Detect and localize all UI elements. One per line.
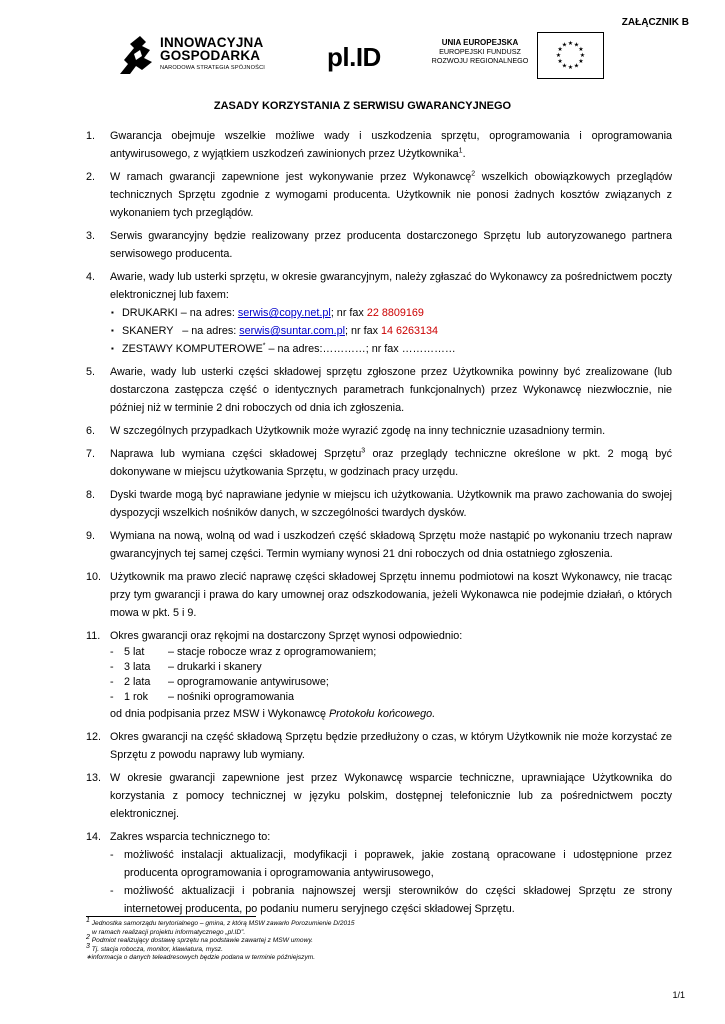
annex-label: ZAŁĄCZNIK B <box>621 17 689 28</box>
email-link-suntar[interactable]: serwis@suntar.com.pl <box>239 325 345 337</box>
rule-12: 12. Okres gwarancji na część składową Sprzętu będzie przedłużony o czas, w którym Użytkownik nie może korzystać ze Sprzętu z powodu naprawy lub wymiany. <box>86 731 672 761</box>
footnote-1-cont: w ramach realizacji projektu informatycznego „pl.ID”. <box>92 928 246 936</box>
rule-7: 7. Naprawa lub wymiana części składowej Sprzętu$^3$ oraz przeglądy techniczne określone w pkt. 2 mogą być dokonywane w miejscu użytkowania Sprzętu, w godzinach pracy urzędu. <box>86 447 672 478</box>
rules-list <box>86 127 672 923</box>
svg-text:★: ★ <box>555 52 562 59</box>
contact-list <box>110 304 672 358</box>
support-scope-list <box>110 846 672 918</box>
warranty-periods <box>110 645 672 705</box>
svg-text:★: ★ <box>579 52 586 59</box>
support-updates: - możliwość instalacji aktualizacji, modyfikacji i poprawek, jakie zostaną opracowane i udostępnione przez producenta oprogramowania i oprogramowania antywirusowego, <box>110 849 672 879</box>
svg-text:★: ★ <box>573 62 580 70</box>
svg-text:★: ★ <box>578 46 584 53</box>
footnote-4: ∗informacja o danych teleadresowych będzie podana w terminie późniejszym. <box>86 954 316 962</box>
rule-5: 5. Awarie, wady lub usterki części składowej sprzętu zgłoszone przez Użytkownika powinny być zrealizowane (lub dostarczona zastępcza część o identycznych parametrach funkcjonalnych) przez Wykonawcę niezwłocznie, nie później niż w terminie 2 dni roboczych od dnia ich zgłoszenia. <box>86 366 672 414</box>
eu-fund-text: UNIA EUROPEJSKA EUROPEJSKI FUNDUSZ ROZWOJU REGIONALNEGO <box>431 38 529 65</box>
svg-text:★: ★ <box>561 62 568 70</box>
period-3-years: - 3 lata – drukarki i skanery <box>110 661 262 673</box>
ig-subtitle: NARODOWA STRATEGIA SPÓJNOŚCI <box>160 65 266 71</box>
warranty-start: od dnia podpisania przez MSW i Wykonawcę Protokołu końcowego. <box>110 708 436 720</box>
header-logos <box>0 30 725 80</box>
contact-drukarki: ▪ DRUKARKI – na adres: serwis@copy.net.pl; nr fax 22 8809169 <box>110 304 672 322</box>
rule-13: 13. W okresie gwarancji zapewnione jest przez Wykonawcę wsparcie techniczne, uprawniające Użytkownika do korzystania z pomocy technicznej w języku polskim, dostępnej telefonicznie lub za pośrednictwem poczty elektronicznej. <box>86 772 672 820</box>
rule-2: 2. W ramach gwarancji zapewnione jest wykonywanie przez Wykonawcę$^2$ wszelkich obowiązkowych przeglądów technicznych Sprzętu zgodnie z wymogami producenta. Użytkownik nie ponosi żadnych kosztów związanych z wykonaniem tych przeglądów. <box>86 170 673 219</box>
period-2-years: - 2 lata – oprogramowanie antywirusowe; <box>110 676 329 688</box>
innowacyjna-gospodarka-logo <box>118 30 266 83</box>
svg-text:★: ★ <box>557 58 563 65</box>
contact-skanery: ▪ SKANERY – na adres: serwis@suntar.com.pl; nr fax 14 6263134 <box>110 322 672 340</box>
period-1-year: - 1 rok – nośniki oprogramowania <box>110 691 295 703</box>
rule-1: 1. Gwarancja obejmuje wszelkie możliwe wady i uszkodzenia sprzętu, oprogramowania i oprogramowania antywirusowego, z wyjątkiem uszkodzeń zawinionych przez Użytkownika$^1$. <box>86 130 672 160</box>
svg-text:★: ★ <box>567 64 574 71</box>
period-5-years: - 5 lat – stacje robocze wraz z oprogramowaniem; <box>110 646 377 658</box>
rule-9: 9. Wymiana na nową, wolną od wad i uszkodzeń część składową Sprzętu może nastąpić po wykonaniu trzech napraw gwarancyjnych tej samej części. Termin wymiany wynosi 21 dni roboczych od dnia ostatniego zgłoszenia. <box>86 530 672 560</box>
rule-14: 14. Zakres wsparcia technicznego to: - możliwość instalacji aktualizacji, modyfikacji i poprawek, jakie zostaną opracowane i udostępnione przez producenta oprogramowania i oprogramowania antywirusowego, - możliwość aktualizacji i pobrania najnowszej wersji sterowników do części składowej Sprzętu ze strony internetowej producenta, po podaniu numeru seryjnego części składowej Sprzętu. <box>86 828 672 918</box>
contact-zestawy: ▪ ZESTAWY KOMPUTEROWE* – na adres:…………; nr fax …………… <box>110 340 672 358</box>
rule-3: 3. Serwis gwarancyjny będzie realizowany przez producenta dostarczonego Sprzętu lub autoryzowanego partnera serwisowego producenta. <box>86 230 672 260</box>
footnote-1: $^1$ Jednostka samorządu terytorialnego – gmina, z którą MSW zawarło Porozumienie D/2015 <box>86 916 355 927</box>
svg-text:★: ★ <box>573 41 580 49</box>
eu-flag-icon <box>537 32 604 79</box>
footnote-divider <box>86 916 256 917</box>
footnotes <box>86 916 355 963</box>
support-drivers: - możliwość aktualizacji i pobrania najnowszej wersji sterowników do części składowej Sprzętu ze strony internetowej producenta, po podaniu numeru seryjnego części składowej Sprzętu. <box>110 885 672 915</box>
document-title: ZASADY KORZYSTANIA Z SERWISU GWARANCYJNEGO <box>213 100 512 112</box>
footnote-3: $^3$ Tj. stacja robocza, monitor, klawiatura, mysz. <box>86 942 223 953</box>
footnote-2: $^2$ Podmiot realizujący dostawę sprzętu na podstawie zawartej z MSW umowy. <box>86 934 313 945</box>
page-number: 1/1 <box>672 990 685 1000</box>
svg-text:★: ★ <box>567 40 574 47</box>
ig-name: INNOWACYJNA GOSPODARKA <box>160 35 264 63</box>
svg-text:★: ★ <box>557 46 563 53</box>
plid-logo: pl.ID <box>327 42 381 72</box>
svg-text:★: ★ <box>561 41 568 49</box>
rule-6: 6. W szczególnych przypadkach Użytkownik może wyrazić zgodę na inny technicznie uzasadniony termin. <box>86 425 606 437</box>
rule-10: 10. Użytkownik ma prawo zlecić naprawę części składowej Sprzętu innemu podmiotowi na koszt Wykonawcy, nie tracąc przy tym gwarancji i prawa do kary umownej oraz odszkodowania, jeżeli Wykonawca nie podejmie działań, o których mowa w pkt. 5 i 9. <box>86 571 672 619</box>
rule-4: 4. Awarie, wady lub usterki sprzętu, w okresie gwarancyjnym, należy zgłaszać do Wykonawcy za pośrednictwem poczty elektronicznej lub faxem: ▪ DRUKARKI – na adres: serwis@copy.net.pl; nr fax 22 8809169 ▪ SKANERY – na adres: serwis@suntar.com.pl; nr fax 14 6263134 ▪ ZESTAWY KOMPUTEROWE* – na adres:…………; nr fax …………… <box>86 268 672 358</box>
email-link-copy[interactable]: serwis@copy.net.pl <box>237 307 331 319</box>
rule-11: 11. Okres gwarancji oraz rękojmi na dostarczony Sprzęt wynosi odpowiednio: - 5 lat – stacje robocze wraz z oprogramowaniem; - 3 lata – drukarki i skanery - 2 lata – oprogramowanie antywirusowe; - 1 rok – nośniki oprogramowania od dnia podpisania przez MSW i Wykonawcę Protokołu końcowego. <box>86 627 672 723</box>
rule-8: 8. Dyski twarde mogą być naprawiane jedynie w miejscu ich użytkowania. Użytkownik ma prawo zachowania do swojej dyspozycji wszelkich nośników danych, w szczególności twardych dysków. <box>86 489 672 519</box>
svg-text:★: ★ <box>578 58 584 65</box>
innovation-symbol-icon <box>118 30 158 78</box>
